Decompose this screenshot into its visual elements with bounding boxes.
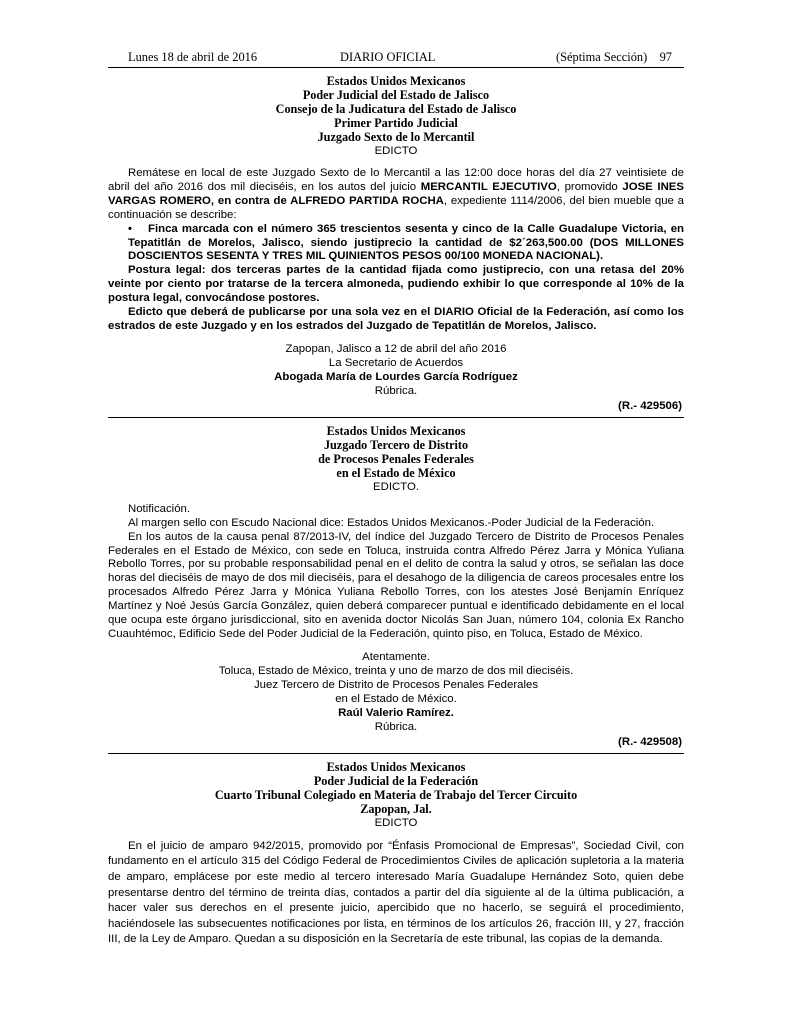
heading-line: Estados Unidos Mexicanos (326, 74, 466, 88)
heading-line: Estados Unidos Mexicanos (326, 423, 466, 438)
sign-role: Juez Tercero de Distrito de Procesos Penales Federales (253, 678, 539, 691)
reference-number: (R.- 429508) (618, 735, 682, 748)
heading-line: de Procesos Penales Federales (318, 451, 474, 466)
heading-line: Primer Partido Judicial (334, 116, 458, 130)
header-date: Lunes 18 de abril de 2016 (128, 50, 258, 64)
gazette-page (108, 50, 684, 948)
sign-rubric: Rúbrica. (374, 384, 418, 397)
edicto-headings (108, 74, 684, 144)
heading-line: Estados Unidos Mexicanos (326, 759, 466, 774)
bullet-marker: • (128, 222, 132, 235)
heading-line: en el Estado de México (336, 465, 456, 480)
signature-block (108, 342, 684, 398)
heading-line: Poder Judicial del Estado de Jalisco (302, 88, 490, 102)
paragraph: Remátese en local de este Juzgado Sexto de lo Mercantil a las 12:00 doce horas del día 27 veintisiete de abril del año 2016 dos mil dieciséis, en los autos del juicio MERCANTIL EJECUTIVO, promovido JOSE INES VARGAS ROMERO, en contra de ALFREDO PARTIDA ROCHA, expediente 1114/2006, del bien mueble que a continuación se describe: (108, 167, 685, 221)
paragraph: Postura legal: dos terceras partes de la cantidad fijada como justiprecio, con una retasa del 20% veinte por ciento por tratarse de la tercera almoneda, pudiendo exhibir lo que corresponde al 10% de la postura legal, convocándose postores. (108, 264, 684, 305)
sign-rubric: Rúbrica. (374, 720, 418, 733)
sign-role: en el Estado de México. (335, 692, 457, 705)
paragraph: Edicto que deberá de publicarse por una sola vez en el DIARIO Oficial de la Federación, así como los estrados de este Juzgado y en los estrados del Juzgado de Tepatitlán de Morelos, Jalisco. (108, 306, 684, 332)
paragraph: Al margen sello con Escudo Nacional dice: Estados Unidos Mexicanos.-Poder Judicial de la Federación. (128, 516, 655, 529)
edicto-title: EDICTO. (373, 480, 419, 493)
heading-line: Juzgado Tercero de Distrito (323, 437, 469, 452)
heading-line: Zapopan, Jal. (360, 801, 432, 816)
bullet-item: • Finca marcada con el número 365 trescientos sesenta y cinco de la Calle Guadalupe Victoria, en Tepatitlán de Morelos, Jalisco, siendo justiprecio la cantidad de $2´263,500.00 (DOS MILLONES DOSCIENTOS SESENTA Y TRES MIL QUINIENTOS PESOS 00/100 MONEDA NACIONAL). (128, 222, 684, 263)
edicto-jalisco (108, 68, 684, 414)
paragraph: En el juicio de amparo 942/2015, promovido por “Énfasis Promocional de Empresas”, Sociedad Civil, con fundamento en el artículo 315 del Código Federal de Procedimientos Civiles de aplicación supletoria a la materia de amparo, emplácese por este medio al tercero interesado María Guadalupe Hernández Soto, quien debe presentarse dentro del término de treinta días, contados a partir del día siguiente al de la última publicación, a hacer valer sus derechos en el presente juicio, apercibido que no hacerlo, se seguirá el procedimiento, haciéndosele las subsecuentes notificaciones por lista, en términos de los artículos 26, fracción III, y 27, fracción III, de la Ley de Amparo. Quedan a su disposición en la Secretaría de este tribunal, las copias de la demanda. (108, 839, 684, 946)
sign-role: La Secretario de Acuerdos (328, 356, 464, 369)
heading-line: Consejo de la Judicatura del Estado de Jalisco (275, 102, 517, 116)
paragraph: En los autos de la causa penal 87/2013-IV, del índice del Juzgado Tercero de Distrito de Procesos Penales Federales en el Estado de México, con sede en Toluca, instruida contra Alfredo Pérez Jarra y Mónica Yuliana Rebollo Torres, por su probable responsabilidad penal en el delito de contra la salud y otros, se señalan las doce horas del dieciséis de mayo de dos mil dieciséis, para el desahogo de la diligencia de careos procesales entre los procesados Alfredo Pérez Jarra y Mónica Yuliana Rebollo Torres, con los atestes José Benjamín Enríquez Martínez y Noé Jesús García González, quien deberá comparecer puntual e identificado debidamente en el local que ocupa este órgano jurisdiccional, sito en avenida doctor Nicolás San Juan, número 104, colonia Ex Rancho Cuauhtémoc, Edificio Sede del Poder Judicial de la Federación, quinto piso, en Toluca, Estado de México. (108, 530, 684, 640)
edicto-mexico (108, 418, 684, 750)
sign-place: Zapopan, Jalisco a 12 de abril del año 2016 (285, 342, 507, 355)
sign-name: Abogada María de Lourdes García Rodríguez (274, 370, 518, 383)
edicto-title: EDICTO (374, 145, 418, 157)
edicto-title: EDICTO (374, 816, 418, 829)
edicto-zapopan (108, 754, 684, 948)
header-publication: DIARIO OFICIAL (340, 50, 436, 64)
heading-line: Juzgado Sexto de lo Mercantil (317, 130, 475, 144)
reference-number: (R.- 429506) (618, 399, 682, 412)
sign-closing: Atentamente. (362, 650, 430, 663)
sign-place: Toluca, Estado de México, treinta y uno de marzo de dos mil dieciséis. (218, 664, 574, 677)
paragraph: Notificación. (128, 502, 191, 515)
page-header (108, 50, 684, 64)
header-section: (Séptima Sección) 97 (556, 50, 672, 64)
sign-name: Raúl Valerio Ramírez. (338, 706, 454, 719)
signature-block (108, 650, 684, 734)
heading-line: Cuarto Tribunal Colegiado en Materia de Trabajo del Tercer Circuito (214, 787, 578, 802)
edicto-headings (108, 760, 684, 816)
edicto-headings (108, 424, 684, 480)
heading-line: Poder Judicial de la Federación (313, 773, 479, 788)
